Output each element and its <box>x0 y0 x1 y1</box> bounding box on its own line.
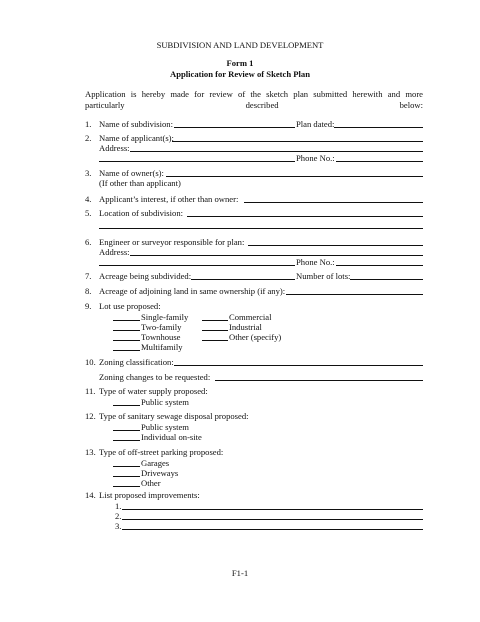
page-header: SUBDIVISION AND LAND DEVELOPMENT <box>156 40 324 50</box>
adjoining-land-field[interactable] <box>286 294 423 295</box>
industrial-blank[interactable] <box>202 330 228 331</box>
intro-paragraph: Application is hereby made for review of the sketch plan submitted herewith and more particularly described below: <box>85 89 423 110</box>
item-number: 5. <box>85 208 92 218</box>
other-specify-option: Other (specify) <box>229 332 282 342</box>
zoning-changes-field[interactable] <box>215 380 423 381</box>
engineer-phone-field[interactable] <box>336 265 423 266</box>
water-public-blank[interactable] <box>113 405 140 406</box>
single-family-blank[interactable] <box>113 320 140 321</box>
improvement-number: 2. <box>115 511 122 521</box>
sewage-onsite-blank[interactable] <box>113 440 140 441</box>
applicant-phone-field[interactable] <box>336 161 423 162</box>
sewage-public-option: Public system <box>141 422 189 432</box>
form-title: Application for Review of Sketch Plan <box>170 69 310 79</box>
multifamily-blank[interactable] <box>113 350 140 351</box>
applicant-address-label: Address: <box>99 143 130 153</box>
item-number: 1. <box>85 119 92 129</box>
townhouse-blank[interactable] <box>113 340 140 341</box>
location-field-1[interactable] <box>187 216 423 217</box>
applicant-name-label: Name of applicant(s): <box>99 133 174 143</box>
location-field-2[interactable] <box>99 228 423 229</box>
parking-garages-blank[interactable] <box>113 466 140 467</box>
applicant-address-field-2[interactable] <box>99 161 295 162</box>
item-number: 7. <box>85 271 92 281</box>
acreage-field[interactable] <box>191 279 295 280</box>
item-number: 3. <box>85 168 92 178</box>
owner-name-field[interactable] <box>166 176 423 177</box>
water-supply-label: Type of water supply proposed: <box>99 386 208 396</box>
zoning-changes-label: Zoning changes to be requested: <box>99 372 211 382</box>
engineer-field[interactable] <box>248 245 423 246</box>
sewage-public-blank[interactable] <box>113 430 140 431</box>
item-number: 11. <box>85 386 96 396</box>
owner-name-label: Name of owner(s): <box>99 168 164 178</box>
subdivision-name-field[interactable] <box>174 127 295 128</box>
plan-dated-field[interactable] <box>334 127 423 128</box>
improvement-number: 3. <box>115 521 122 531</box>
item-number: 13. <box>85 447 96 457</box>
improvement-field-1[interactable] <box>122 509 423 510</box>
zoning-classification-label: Zoning classification: <box>99 357 174 367</box>
applicant-name-field[interactable] <box>172 141 423 142</box>
item-number: 6. <box>85 237 92 247</box>
water-public-option: Public system <box>141 397 189 407</box>
subdivision-name-label: Name of subdivision: <box>99 119 173 129</box>
parking-driveways-option: Driveways <box>141 468 179 478</box>
multifamily-option: Multifamily <box>141 342 183 352</box>
adjoining-land-label: Acreage of adjoining land in same ownership (if any): <box>99 286 286 296</box>
engineer-address-field-1[interactable] <box>130 255 423 256</box>
number-of-lots-field[interactable] <box>350 279 423 280</box>
two-family-blank[interactable] <box>113 330 140 331</box>
item-number: 8. <box>85 286 92 296</box>
location-label: Location of subdivision: <box>99 208 184 218</box>
applicant-interest-field[interactable] <box>244 202 423 203</box>
applicant-phone-label: Phone No.: <box>296 153 335 163</box>
form-number: Form 1 <box>226 58 254 68</box>
item-number: 4. <box>85 194 92 204</box>
item-number: 10. <box>85 357 96 367</box>
item-number: 14. <box>85 490 96 500</box>
two-family-option: Two-family <box>141 322 182 332</box>
applicant-interest-label: Applicant’s interest, if other than owner: <box>99 194 239 204</box>
other-specify-blank[interactable] <box>202 340 228 341</box>
commercial-blank[interactable] <box>202 320 228 321</box>
sewage-onsite-option: Individual on-site <box>141 432 202 442</box>
engineer-address-label: Address: <box>99 247 130 257</box>
item-number: 9. <box>85 301 92 311</box>
number-of-lots-label: Number of lots: <box>296 271 351 281</box>
improvement-field-3[interactable] <box>122 529 423 530</box>
engineer-address-field-2[interactable] <box>99 265 295 266</box>
townhouse-option: Townhouse <box>141 332 181 342</box>
owner-note: (If other than applicant) <box>99 178 181 188</box>
acreage-label: Acreage being subdivided: <box>99 271 192 281</box>
improvements-label: List proposed improvements: <box>99 490 200 500</box>
lot-use-label: Lot use proposed: <box>99 301 161 311</box>
plan-dated-label: Plan dated: <box>296 119 335 129</box>
parking-garages-option: Garages <box>141 458 170 468</box>
engineer-label: Engineer or surveyor responsible for plan: <box>99 237 245 247</box>
parking-other-blank[interactable] <box>113 486 140 487</box>
commercial-option: Commercial <box>229 312 272 322</box>
item-number: 12. <box>85 411 96 421</box>
item-number: 2. <box>85 133 92 143</box>
applicant-address-field-1[interactable] <box>130 151 423 152</box>
sewage-label: Type of sanitary sewage disposal proposed: <box>99 411 249 421</box>
zoning-classification-field[interactable] <box>174 365 423 366</box>
parking-other-option: Other <box>141 478 161 488</box>
industrial-option: Industrial <box>229 322 262 332</box>
improvement-field-2[interactable] <box>122 519 423 520</box>
improvement-number: 1. <box>115 501 122 511</box>
page-number: F1-1 <box>231 568 249 578</box>
single-family-option: Single-family <box>141 312 189 322</box>
parking-driveways-blank[interactable] <box>113 476 140 477</box>
parking-label: Type of off-street parking proposed: <box>99 447 224 457</box>
engineer-phone-label: Phone No.: <box>296 257 335 267</box>
